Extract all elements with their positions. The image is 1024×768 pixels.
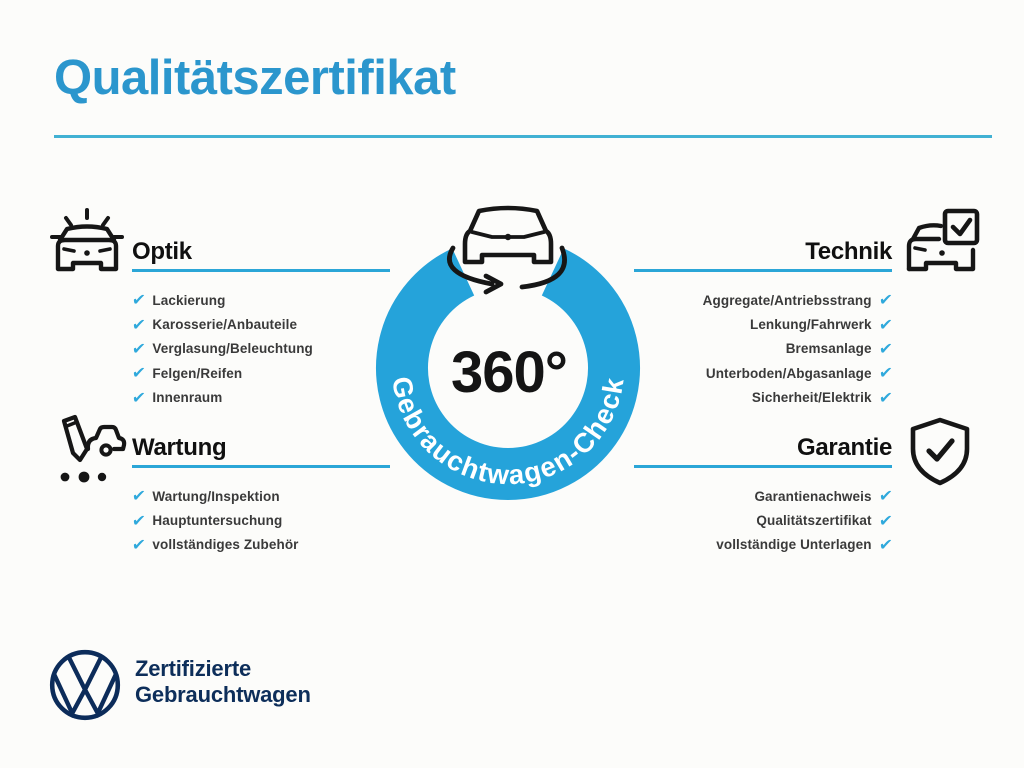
brand-claim-line2: Gebrauchtwagen [135,682,311,707]
section-garantie-title: Garantie [797,434,892,461]
checklist-item-label: Felgen/Reifen [152,365,243,381]
check-icon: ✔ [877,338,894,358]
check-icon: ✔ [877,314,894,334]
checklist-item-label: vollständige Unterlagen [716,537,872,553]
sparkle-car-icon [50,206,124,274]
checklist-item-label: Karosserie/Anbauteile [152,317,298,333]
check-icon: ✔ [877,387,894,407]
brand-claim-line1: Zertifizierte [135,656,251,681]
checklist-item-label: Wartung/Inspektion [152,488,280,504]
checklist-item-label: Qualitätszertifikat [756,513,872,529]
brand-claim [135,656,311,708]
checklist-item [132,533,390,557]
checklist-item-label: vollständiges Zubehör [152,537,299,553]
check-icon: ✔ [877,510,894,530]
checklist-item-label: Verglasung/Beleuchtung [152,341,313,357]
pencil-car-icon [42,412,128,488]
checklist-item [634,533,892,557]
check-icon: ✔ [877,534,894,554]
section-technik-underline [634,269,892,272]
page-title: Qualitätszertifikat [54,51,456,105]
rotating-car-icon [449,208,564,292]
section-garantie [634,434,892,557]
checklist-item [634,508,892,532]
shield-check-icon [902,414,978,490]
check-icon: ✔ [131,290,147,310]
section-technik-title: Technik [805,238,892,265]
checklist-item-label: Innenraum [152,390,223,406]
checklist-item [634,337,892,361]
title-divider [54,135,992,138]
checklist-item-label: Garantienachweis [754,488,872,504]
check-icon: ✔ [131,338,147,358]
section-technik [634,238,892,410]
checklist-item-label: Hauptuntersuchung [152,513,283,529]
check-icon: ✔ [131,387,147,407]
check-icon: ✔ [131,363,147,383]
checklist-item [634,288,892,312]
checklist-item-label: Bremsanlage [785,341,872,357]
section-optik-title: Optik [132,238,192,265]
checklist-item-label: Aggregate/Antriebsstrang [702,292,872,308]
check-icon: ✔ [131,486,147,506]
check-icon: ✔ [877,290,894,310]
checklist-item-label: Sicherheit/Elektrik [751,390,872,406]
vw-logo-icon [44,644,126,731]
garantie-checklist [634,484,892,557]
degrees-label: 360° [451,340,567,405]
checklist-item [634,386,892,410]
ring-label-text: Gebrauchtwagen-Check [386,374,630,491]
checklist-item-label: Lackierung [152,292,226,308]
checklist-item [634,361,892,385]
check-icon: ✔ [877,486,894,506]
section-wartung-title: Wartung [132,434,227,461]
check-icon: ✔ [131,510,147,530]
checklist-item [634,484,892,508]
section-garantie-underline [634,465,892,468]
checklist-item-label: Lenkung/Fahrwerk [749,317,872,333]
technik-checklist [634,288,892,410]
360-check-badge [352,192,664,513]
checklist-item [634,312,892,336]
check-icon: ✔ [131,314,147,334]
checklist-item-label: Unterboden/Abgasanlage [705,365,872,381]
check-icon: ✔ [877,363,894,383]
check-icon: ✔ [131,534,147,554]
car-checkbox-icon [903,206,983,280]
